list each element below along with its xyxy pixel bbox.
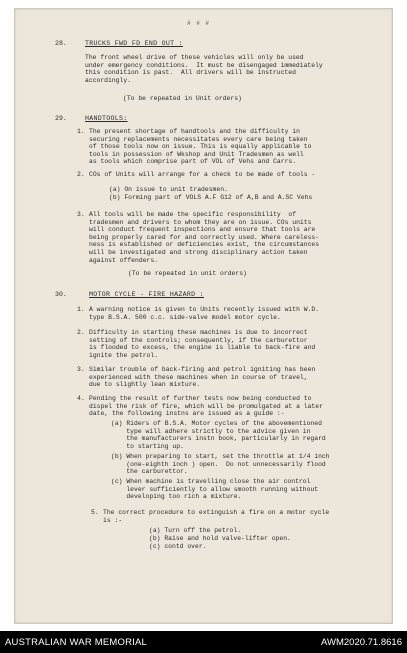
archive-footer-bar [0, 631, 407, 653]
section-28-title: TRUCKS FWD FD END OUT : [85, 40, 183, 47]
header-marks: # # # [187, 20, 211, 27]
section-28-repeat-note: (To be repeated in Unit orders) [123, 95, 242, 102]
section-28-body: The front wheel drive of these vehicles will only be used under emergency conditions. It must be disengaged immediately this condition is past. All drivers will be instructed accordingly. [85, 54, 323, 84]
section-30-para-5a: (a) Turn off the petrol. [149, 527, 242, 534]
section-29-title: HANDTOOLS: [85, 115, 128, 122]
document-page [14, 8, 393, 624]
section-29-number: 29. [55, 115, 67, 122]
section-30-para-2-number: 2. [77, 329, 85, 336]
section-30-para-3-number: 3. [77, 366, 85, 373]
section-29-para-2: COs of Units will arrange for a check to be made of tools - [89, 171, 316, 178]
section-30-para-5b: (b) Raise and hold valve-lifter open. [149, 535, 291, 542]
section-30-para-5: The correct procedure to extinguish a fire on a motor cycle is :- [103, 509, 330, 524]
section-30-para-4-number: 4. [77, 395, 85, 402]
section-30-para-4b: (b) When preparing to start, set the throttle at 1/4 inch (one-eighth inch ) open. Do not unnecessarily flood the carburettor. [111, 453, 330, 476]
section-30-para-2: Difficulty in starting these machines is due to incorrect setting of the controls; consequently, if the carburettor is flooded to excess, the engine is liable to back-fire and ignite the petrol. [89, 329, 316, 359]
section-29-repeat-note: (To be repeated in unit orders) [128, 270, 247, 277]
section-30-para-4c: (c) When machine is travelling close the air control lever sufficiently to allow smooth running without developing too rich a mixture. [111, 478, 319, 501]
section-29-para-3-number: 3. [77, 211, 85, 218]
section-29-para-2-number: 2. [77, 171, 85, 178]
section-30-title: MOTOR CYCLE - FIRE HAZARD : [89, 291, 204, 298]
section-29-para-1: The present shortage of handtools and the difficulty in securing replacements necessitates every care being taken of those tools now on issue. This is equally applicable to tools in possession of Wkshop and Unit Tradesmen as well as tools which comprise part of VOL of Vehs and Carrs. [89, 128, 312, 166]
section-30-para-5c: (c) contd over. [149, 543, 207, 550]
section-30-para-1-number: 1. [77, 306, 85, 313]
section-30-para-3: Similar trouble of back-firing and petrol igniting has been experienced with these machines when in course of travel, due to slightly lean mixture. [89, 366, 316, 389]
section-30-para-1: A warning notice is given to Units recently issued with W.D. type B.S.A. 500 c.c. side-valve model motor cycle. [89, 306, 320, 321]
section-29-para-2b: (b) Forming part of VOLS A.F G12 of A,B and A.SC Vehs [109, 194, 313, 201]
footer-institution-name: AUSTRALIAN WAR MEMORIAL [5, 637, 148, 648]
section-30-para-4: Pending the result of further tests now being conducted to dispel the risk of fire, which will be promulgated at a later date, the following instns are issued as a guide :- [89, 395, 323, 418]
section-29-para-2a: (a) On issue to unit tradesmen. [109, 186, 228, 193]
section-28-number: 28. [55, 40, 67, 47]
footer-accession-number: AWM2020.71.8616 [321, 637, 402, 648]
section-29-para-1-number: 1. [77, 128, 85, 135]
section-30-para-4a: (a) Riders of B.S.A. Motor cycles of the abovementioned type will adhere strictly to the advice given in the manufacturers instn book, particularly in regard to starting up. [111, 420, 326, 450]
section-29-para-3: All tools will be made the specific responsibility of tradesmen and drivers to whom they are on issue. COs units will conduct frequent inspections and ensure that tools are being properly cared for and correctly used. Where careless- ness is established or deficiencies exist, the circumstances will be investigated and strong disciplinary action taken against offenders. [89, 211, 320, 264]
section-30-para-5-number: 5. [91, 509, 99, 516]
section-30-number: 30. [55, 291, 67, 298]
